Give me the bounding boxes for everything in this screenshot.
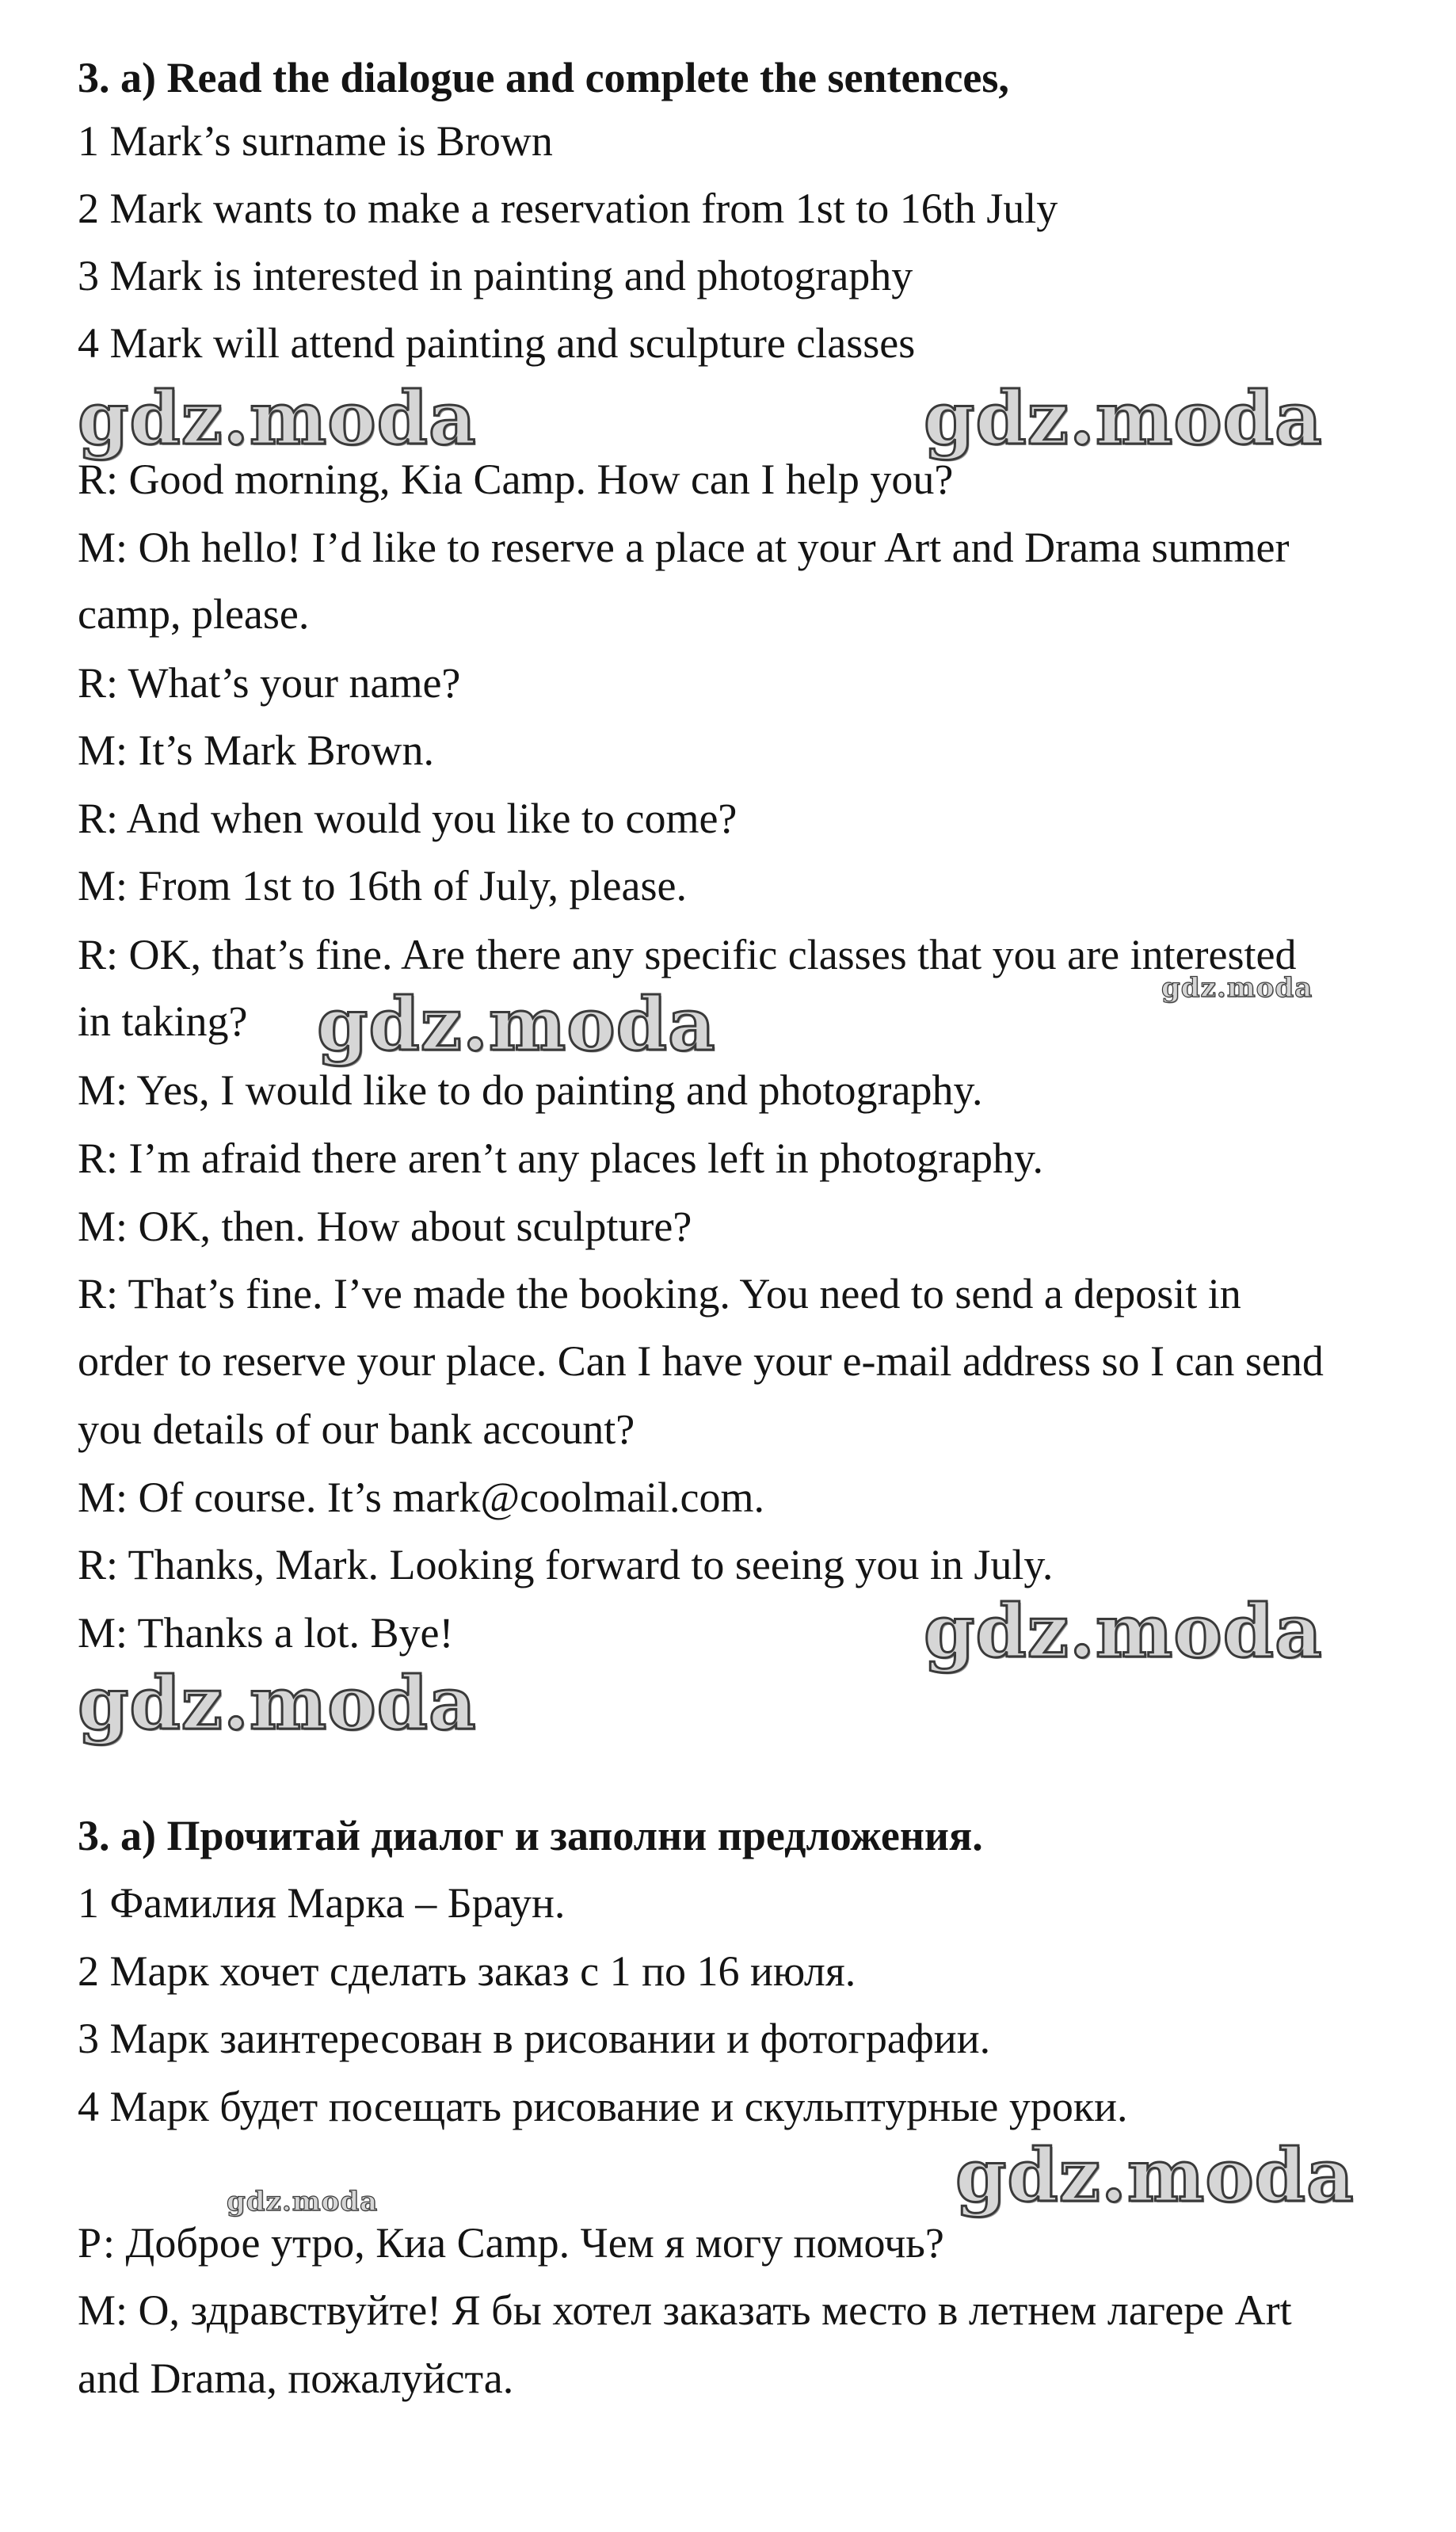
dialogue-line: M: Yes, I would like to do painting and photography. bbox=[78, 1066, 983, 1114]
english-heading: 3. a) Read the dialogue and complete the sentences, bbox=[78, 54, 1009, 101]
russian-sentence-1: 1 Фамилия Марка – Браун. bbox=[78, 1879, 566, 1927]
watermark-logo: gdz.moda bbox=[227, 2186, 379, 2217]
dialogue-line: R: What’s your name? bbox=[78, 659, 461, 707]
dialogue-line: M: Oh hello! I’d like to reserve a place at your Art and Drama summer bbox=[78, 524, 1290, 571]
dialogue-line: R: Good morning, Kia Camp. How can I help you? bbox=[78, 456, 954, 503]
watermark-logo: gdz.moda bbox=[924, 376, 1323, 461]
dialogue-line: R: I’m afraid there aren’t any places left in photography. bbox=[78, 1134, 1044, 1182]
russian-dialogue-line: М: О, здравствуйте! Я бы хотел заказать место в летнем лагере Art bbox=[78, 2286, 1292, 2334]
russian-dialogue-line: Р: Доброе утро, Киа Camp. Чем я могу помочь? bbox=[78, 2219, 944, 2267]
english-sentence-1: 1 Mark’s surname is Brown bbox=[78, 117, 553, 165]
dialogue-line: in taking? bbox=[78, 997, 248, 1045]
russian-heading: 3. а) Прочитай диалог и заполни предложения. bbox=[78, 1812, 983, 1859]
watermark-logo: gdz.moda bbox=[78, 1661, 477, 1746]
watermark-logo: gdz.moda bbox=[78, 376, 477, 461]
russian-sentence-4: 4 Марк будет посещать рисование и скульптурные уроки. bbox=[78, 2083, 1128, 2130]
russian-dialogue-line: and Drama, пожалуйста. bbox=[78, 2355, 514, 2402]
watermark-logo: gdz.moda bbox=[924, 1588, 1323, 1674]
watermark-logo: gdz.moda bbox=[317, 982, 716, 1067]
english-sentence-3: 3 Mark is interested in painting and photography bbox=[78, 252, 913, 299]
dialogue-line: R: Thanks, Mark. Looking forward to seeing you in July. bbox=[78, 1541, 1054, 1588]
russian-sentence-3: 3 Марк заинтересован в рисовании и фотографии. bbox=[78, 2015, 991, 2062]
dialogue-line: you details of our bank account? bbox=[78, 1405, 635, 1453]
watermark-logo: gdz.moda bbox=[1161, 972, 1313, 1004]
dialogue-line: R: And when would you like to come? bbox=[78, 795, 738, 842]
dialogue-line: order to reserve your place. Can I have your e-mail address so I can send bbox=[78, 1337, 1324, 1385]
dialogue-line: R: That’s fine. I’ve made the booking. You need to send a deposit in bbox=[78, 1270, 1241, 1317]
dialogue-line: M: It’s Mark Brown. bbox=[78, 726, 434, 774]
watermark-logo: gdz.moda bbox=[955, 2133, 1355, 2218]
english-sentence-4: 4 Mark will attend painting and sculpture classes bbox=[78, 319, 916, 367]
russian-sentence-2: 2 Марк хочет сделать заказ с 1 по 16 июля. bbox=[78, 1947, 856, 1995]
dialogue-line: M: OK, then. How about sculpture? bbox=[78, 1203, 692, 1250]
dialogue-line: M: Of course. It’s mark@coolmail.com. bbox=[78, 1474, 765, 1521]
dialogue-line: M: Thanks a lot. Bye! bbox=[78, 1609, 454, 1657]
dialogue-line: R: OK, that’s fine. Are there any specific classes that you are interested bbox=[78, 931, 1297, 978]
dialogue-line: camp, please. bbox=[78, 590, 310, 638]
english-sentence-2: 2 Mark wants to make a reservation from 1st to 16th July bbox=[78, 185, 1058, 232]
dialogue-line: M: From 1st to 16th of July, please. bbox=[78, 862, 687, 909]
